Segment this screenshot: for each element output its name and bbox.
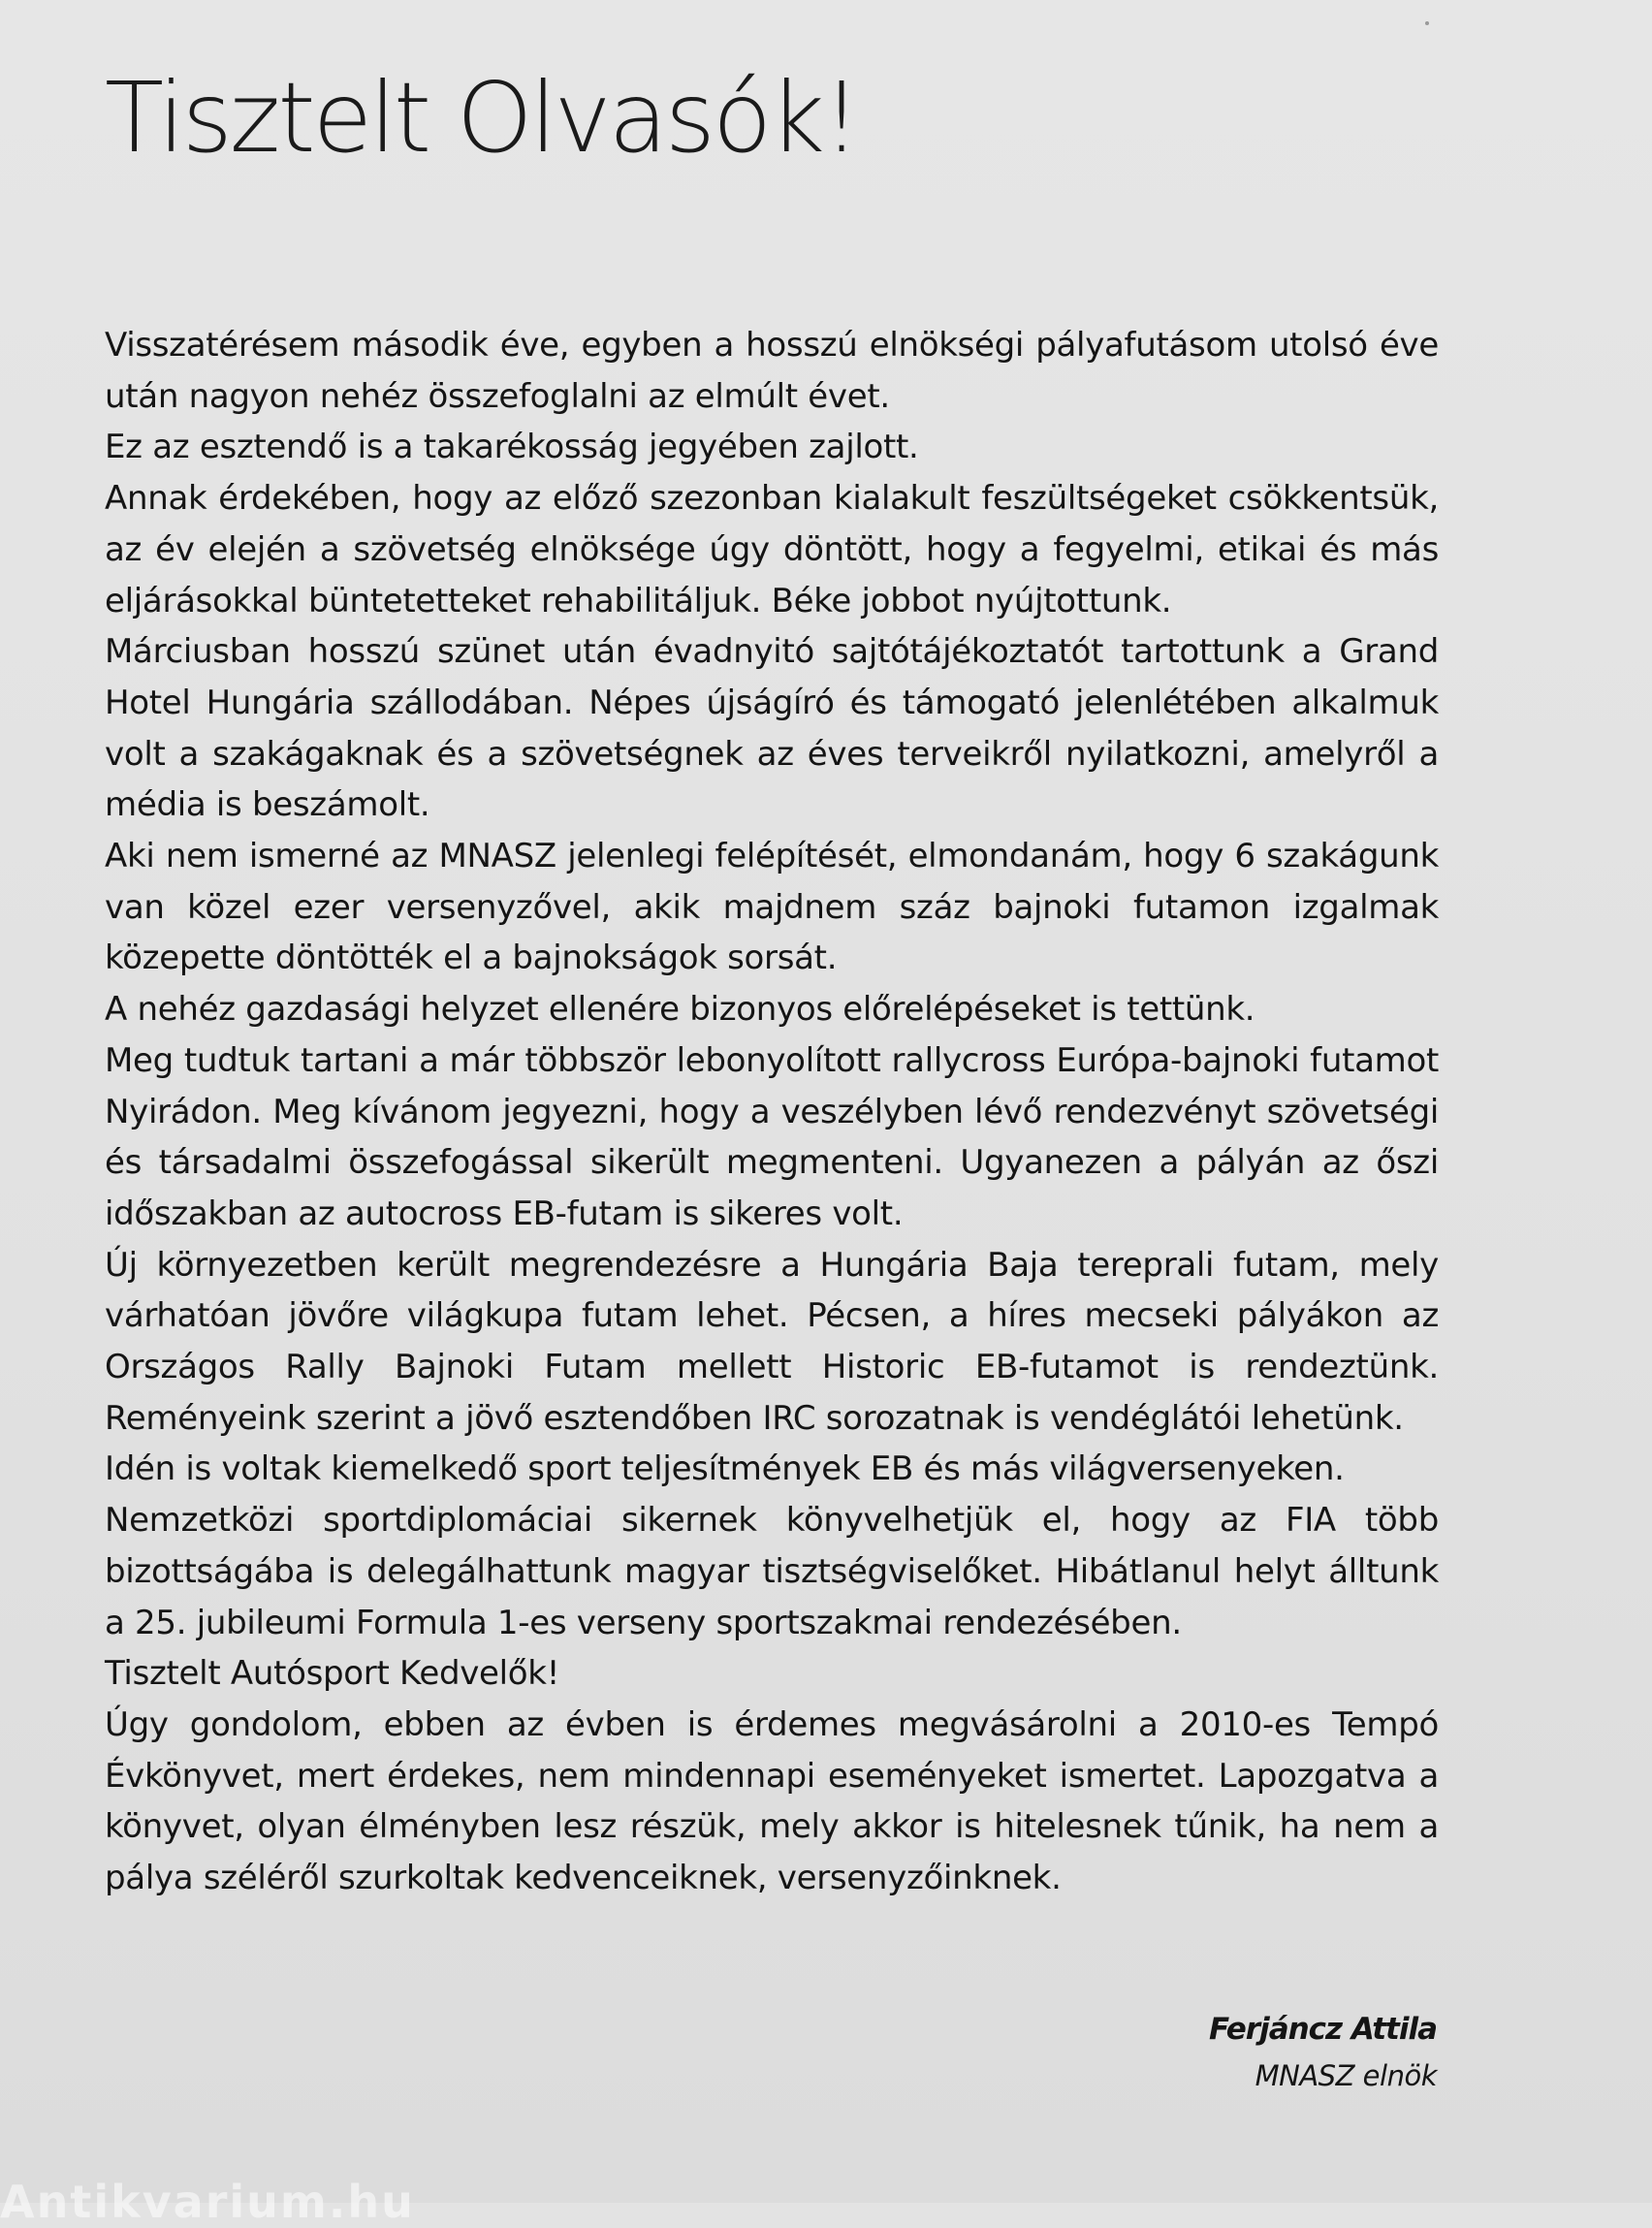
paragraph-rallycross: Meg tudtuk tartani a már többször lebonyolított rallycross Európa-bajnoki futamot Nyirádon. Meg kívánom jegyezni, hogy a veszélyben lévő rendezvényt szövetségi és társadalmi összefogással sikerült megmenteni. Ugyanezen a pályán az őszi időszakban az autocross EB-futam is sikeres volt. — [105, 1040, 1439, 1233]
signature-block — [1209, 2005, 1437, 2098]
paragraph-new-events: Új környezetben került megrendezésre a Hungária Baja tereprali futam, mely várhatóan jövőre világkupa futam lehet. Pécsen, a híres mecseki pályákon az Országos Rally Bajnoki Futam mellett Historic EB-futamot is rendeztünk. Reményeink szerint a jövő esztendőben IRC sorozatnak is vendéglátói lehetünk. — [105, 1245, 1439, 1438]
paragraph-intro: Visszatérésem második éve, egyben a hosszú elnökségi pályafutásom utolsó éve után nagyon nehéz összefoglalni az elmúlt évet. — [105, 326, 1439, 416]
paragraph-closing: Úgy gondolom, ebben az évben is érdemes megvásárolni a 2010-es Tempó Évkönyvet, mert érdekes, nem mindennapi eseményeket ismertet. Lapozgatva a könyvet, olyan élményben lesz részük, mely akkor is hitelesnek tűnik, ha nem a pálya széléről szurkoltak kedvenceiknek, versenyzőinknek. — [105, 1704, 1439, 1898]
watermark: Antikvarium.hu — [0, 2176, 415, 2228]
letter-body — [105, 320, 1439, 1904]
paragraph-diplomacy: Nemzetközi sportdiplomáciai sikernek könyvelhetjük el, hogy az FIA több bizottságába is delegálhattunk magyar tisztségviselőket. Hibátlanul helyt álltunk a 25. jubileumi Formula 1-es verseny sportszakmai rendezésében. — [105, 1501, 1439, 1642]
signature-name: Ferjáncz Attila — [1208, 2012, 1437, 2047]
paragraph-salutation: Tisztelt Autósport Kedvelők! — [105, 1654, 560, 1694]
paragraph-austerity: Ez az esztendő is a takarékosság jegyében zajlott. — [105, 428, 919, 467]
paragraph-rehabilitation: Annak érdekében, hogy az előző szezonban kialakult feszültségeket csökkentsük, az év elején a szövetség elnöksége úgy döntött, hogy a fegyelmi, etikai és más eljárásokkal büntetetteket rehabilitáljuk. Béke jobbot nyújtottunk. — [105, 479, 1439, 621]
paragraph-progress: A nehéz gazdasági helyzet ellenére bizonyos előrelépéseket is tettünk. — [105, 990, 1255, 1030]
paragraph-press-conference: Márciusban hosszú szünet után évadnyitó sajtótájékoztatót tartottunk a Grand Hotel Hungária szállodában. Népes újságíró és támogató jelenlétében alkalmuk volt a szakágaknak és a szövetségnek az éves terveikről nyilatkozni, amelyről a média is beszámolt. — [105, 632, 1439, 825]
signature-role: MNASZ elnök — [1255, 2059, 1437, 2092]
page-title: Tisztelt Olvasók! — [105, 61, 859, 175]
paragraph-achievements: Idén is voltak kiemelkedő sport teljesítmények EB és más világversenyeken. — [105, 1449, 1345, 1489]
paragraph-structure: Aki nem ismerné az MNASZ jelenlegi felépítését, elmondanám, hogy 6 szakágunk van közel ezer versenyzővel, akik majdnem száz bajnoki futamon izgalmak közepette döntötték el a bajnokságok sorsát. — [105, 837, 1439, 978]
corner-speck — [1425, 21, 1429, 25]
